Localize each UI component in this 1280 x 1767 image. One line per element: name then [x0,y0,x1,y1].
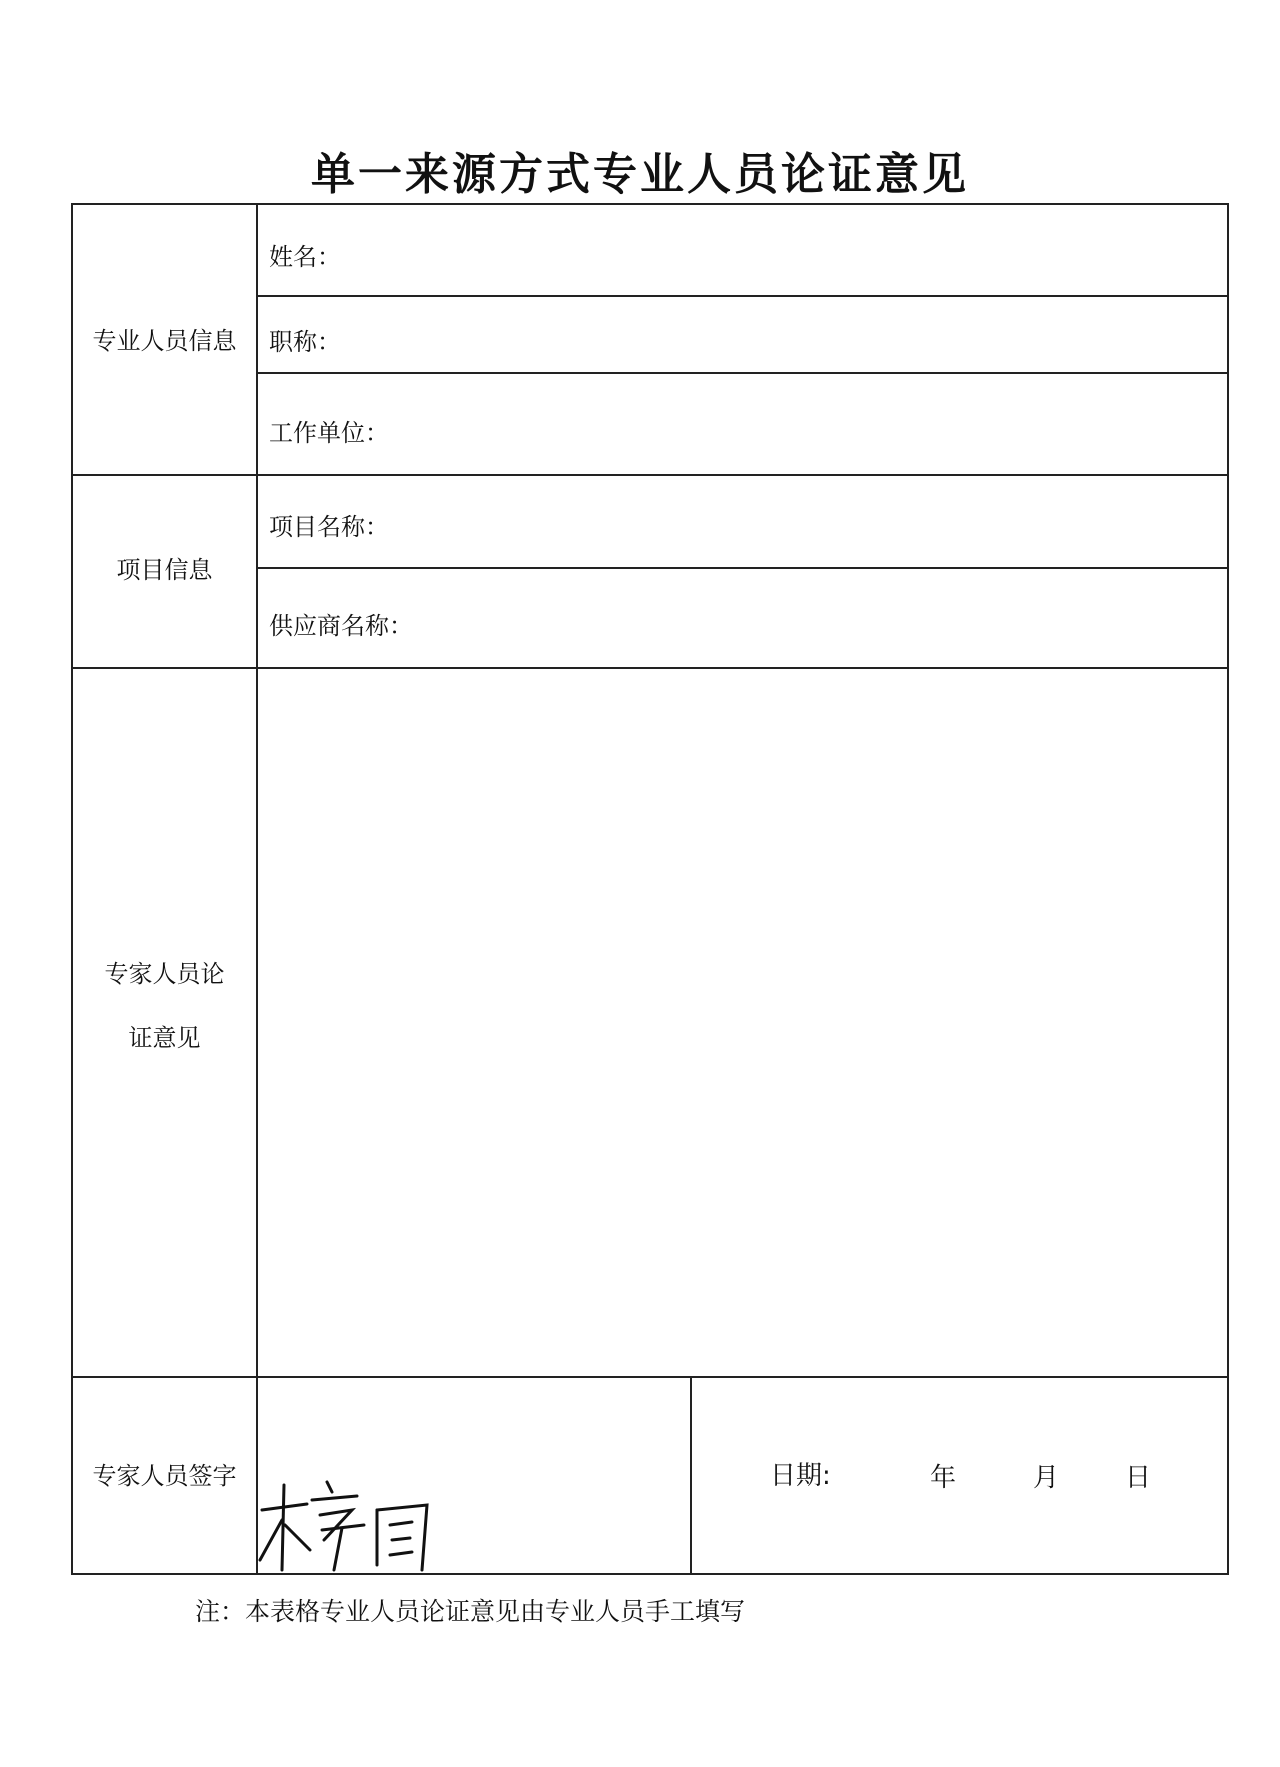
section-expert-opinion: 专家人员论证意见 [104,960,225,1052]
date-label: 日期: [770,1461,831,1491]
project-name-label: 项目名称： [269,513,389,541]
handwritten-signature [252,1470,452,1580]
year-unit: 年 [930,1463,957,1493]
title-label: 职称： [269,328,341,356]
section-divider [71,474,1229,476]
opinion-form-table [71,203,1229,1575]
section-project-info: 项目信息 [116,556,213,584]
supplier-name-label: 供应商名称： [269,612,413,640]
footer-note: 注：本表格专业人员论证意见由专业人员手工填写 [195,1597,746,1626]
form-title: 单一来源方式专业人员论证意见 [311,149,969,200]
label-column-divider [256,203,258,1575]
section-divider [71,667,1229,669]
row-divider [256,567,1229,569]
signature-date-divider [690,1376,692,1575]
month-unit: 月 [1033,1463,1060,1493]
section-expert-signature: 专家人员签字 [92,1462,237,1490]
row-divider [256,372,1229,374]
row-divider [256,295,1229,297]
section-professional-info: 专业人员信息 [92,327,237,355]
name-label: 姓名： [269,243,341,271]
day-unit: 日 [1125,1463,1152,1493]
employer-label: 工作单位： [269,419,389,447]
section-divider [71,1376,1229,1378]
